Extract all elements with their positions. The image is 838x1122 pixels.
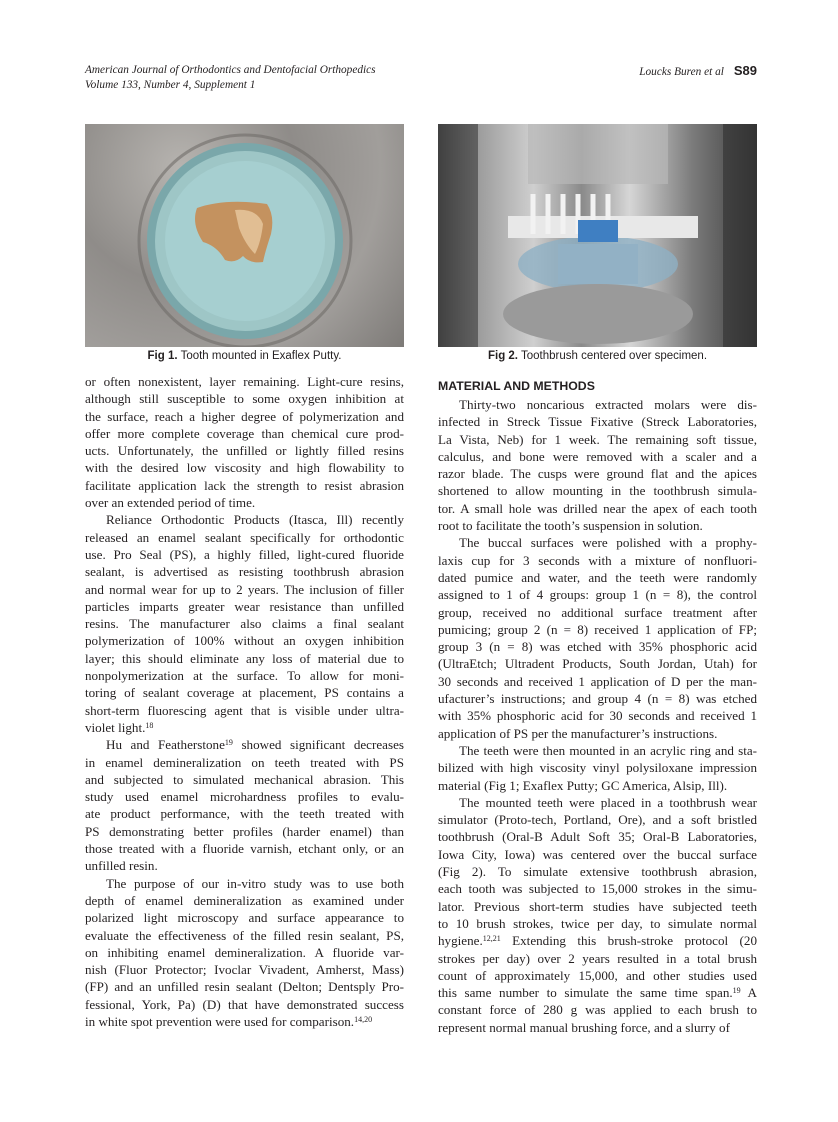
text-segment: laxis cup for 3 seconds with a mixture of nonfluori- bbox=[438, 552, 757, 568]
text-segment: The purpose of our in-vitro study was to use both bbox=[106, 875, 404, 891]
text-line bbox=[438, 413, 757, 430]
paragraph bbox=[85, 736, 404, 874]
text-segment: ufacturer’s instructions; and group 4 (n = 8) was etched bbox=[438, 691, 757, 707]
text-segment: particles imparts greater wear resistance than unfilled bbox=[85, 598, 404, 614]
text-segment: those treated with a fluoride varnish, etchant only, or an bbox=[85, 841, 404, 857]
text-segment: and subjected to simulated mechanical abrasion. This bbox=[85, 771, 404, 787]
text-segment: or often nonexistent, layer remaining. Light-cure resins, bbox=[85, 374, 404, 389]
paragraph bbox=[438, 396, 757, 534]
text-line bbox=[85, 546, 404, 563]
text-line bbox=[438, 552, 757, 569]
citation-superscript: 18 bbox=[145, 720, 154, 730]
text-segment: Thirty-two noncarious extracted molars were dis- bbox=[459, 397, 757, 412]
figure-1-caption-text: Tooth mounted in Exaflex Putty. bbox=[180, 350, 342, 362]
figure-1-label: Fig 1. bbox=[147, 350, 178, 362]
text-line bbox=[85, 494, 404, 511]
text-segment: dated pumice and water, and the teeth were randomly bbox=[438, 569, 757, 585]
paragraph bbox=[438, 742, 757, 794]
text-line bbox=[438, 465, 757, 482]
text-line bbox=[85, 477, 404, 494]
text-line bbox=[85, 442, 404, 459]
text-line bbox=[438, 638, 757, 655]
figure-2-caption-text: Toothbrush centered over specimen. bbox=[521, 350, 708, 362]
text-segment: application of PS per the manufacturer’s instructions. bbox=[438, 725, 718, 741]
paragraph bbox=[85, 511, 404, 736]
text-line bbox=[85, 719, 404, 736]
text-segment: showed significant decreases bbox=[232, 737, 404, 753]
text-segment: with the desired low viscosity and high flowability to bbox=[85, 460, 404, 476]
figure-2-caption bbox=[438, 350, 757, 362]
text-line bbox=[438, 828, 757, 845]
text-segment: the surface, reach a higher degree of polymerization and bbox=[85, 408, 404, 424]
citation-superscript: 12,21 bbox=[482, 934, 501, 944]
text-line bbox=[85, 788, 404, 805]
text-segment: represent normal manual brushing force, and a slurry of bbox=[438, 1019, 730, 1035]
text-line bbox=[85, 650, 404, 667]
text-segment: layer; this should eliminate any loss of material due to bbox=[85, 650, 404, 666]
right-column-body bbox=[438, 396, 757, 1036]
figure-2-label: Fig 2. bbox=[487, 350, 518, 362]
text-segment: (Fig 2). To simulate extensive toothbrush abrasion, bbox=[438, 864, 757, 880]
citation-superscript: 19 bbox=[224, 738, 233, 748]
text-line bbox=[438, 431, 757, 448]
text-segment: evaluate the effectiveness of the filled resin sealant, PS, bbox=[85, 927, 404, 943]
text-line bbox=[438, 898, 757, 915]
text-segment: razor blade. The cusps were ground flat and the apices bbox=[438, 466, 757, 482]
text-line bbox=[85, 425, 404, 442]
running-header-journal bbox=[85, 63, 376, 93]
paragraph bbox=[85, 373, 404, 511]
text-line bbox=[85, 667, 404, 684]
text-line bbox=[438, 586, 757, 603]
text-line bbox=[438, 759, 757, 776]
text-segment: count of approximately 15,000, and other studies used bbox=[438, 967, 757, 983]
text-line bbox=[438, 500, 757, 517]
text-segment: strokes per day) over 2 years resulted in a total brush bbox=[438, 950, 757, 966]
text-line bbox=[438, 396, 757, 413]
text-segment: depth of enamel demineralization as examined under bbox=[85, 892, 404, 908]
text-line bbox=[438, 863, 757, 880]
text-line bbox=[438, 534, 757, 551]
text-line bbox=[438, 846, 757, 863]
text-line bbox=[85, 823, 404, 840]
text-segment: calculus, and bone were removed with a scaler and a bbox=[438, 448, 757, 464]
text-line bbox=[85, 754, 404, 771]
text-segment: in white spot prevention were used for comparison. bbox=[85, 1013, 355, 1029]
text-line bbox=[438, 621, 757, 638]
text-line bbox=[85, 390, 404, 407]
text-segment: tor. A small hole was drilled near the apex of each tooth bbox=[438, 500, 757, 516]
text-segment: ucts. Unfortunately, the unfilled or lightly filled resins bbox=[85, 443, 404, 459]
citation-superscript: 19 bbox=[732, 986, 741, 996]
figure-1-photo-tooth-in-putty bbox=[85, 124, 404, 347]
text-segment: A bbox=[740, 985, 757, 1001]
text-segment: on inhibiting enamel demineralization. A fluoride var- bbox=[85, 944, 404, 960]
text-segment: toring of sealant coverage at placement, PS contains a bbox=[85, 685, 404, 701]
text-segment: although still susceptible to some oxygen inhibition at bbox=[85, 391, 404, 407]
text-line bbox=[438, 604, 757, 621]
text-segment: ate product performance, with the teeth treated with bbox=[85, 806, 404, 822]
text-segment: nonpolymerization at the surface. To allow for moni- bbox=[85, 668, 404, 684]
figure-1-caption bbox=[85, 350, 404, 362]
text-segment: root to facilitate the tooth’s suspension in solution. bbox=[438, 518, 703, 534]
paragraph bbox=[85, 875, 404, 1031]
text-line bbox=[85, 736, 404, 753]
text-segment: constant force of 280 g was applied to each brush to bbox=[438, 1002, 757, 1018]
text-line bbox=[85, 529, 404, 546]
text-line bbox=[85, 927, 404, 944]
text-segment: group 3 (n = 8) was etched with 35% phosphoric acid bbox=[438, 639, 757, 655]
text-line bbox=[85, 459, 404, 476]
text-segment: violet light. bbox=[85, 719, 146, 735]
text-line bbox=[438, 448, 757, 465]
text-line bbox=[85, 373, 404, 390]
text-segment: The buccal surfaces were polished with a prophy- bbox=[459, 535, 757, 551]
figure-2-photo-toothbrush bbox=[438, 124, 757, 347]
text-segment: polarized light microscopy and surface appearance to bbox=[85, 910, 404, 926]
text-segment: The teeth were then mounted in an acrylic ring and sta- bbox=[459, 742, 757, 758]
text-segment: bilized with high viscosity vinyl polysiloxane impression bbox=[438, 760, 757, 776]
text-segment: PS demonstrating better profiles (harder enamel) than bbox=[85, 823, 404, 839]
text-segment: to 10 brush strokes, twice per day, to simulate normal bbox=[438, 915, 757, 931]
text-segment: group, received no additional surface treatment after bbox=[438, 604, 757, 620]
text-segment: toothbrush (Oral-B Adult Soft 35; Oral-B Laboratories, bbox=[438, 829, 757, 845]
text-segment: (UltraEtch; Ultradent Products, South Jordan, Utah) for bbox=[438, 656, 757, 672]
text-line bbox=[85, 944, 404, 961]
text-line bbox=[85, 805, 404, 822]
text-line bbox=[85, 684, 404, 701]
text-line bbox=[85, 408, 404, 425]
text-segment: Hu and Featherstone bbox=[106, 737, 225, 753]
text-line bbox=[438, 950, 757, 967]
text-line bbox=[438, 967, 757, 984]
text-line bbox=[438, 880, 757, 897]
text-line bbox=[85, 511, 404, 528]
text-segment: released an enamel sealant specifically for orthodontic bbox=[85, 529, 404, 545]
text-segment: in enamel demineralization on teeth treated with PS bbox=[85, 754, 404, 770]
text-line bbox=[85, 909, 404, 926]
text-segment: over an extended period of time. bbox=[85, 495, 256, 511]
text-line bbox=[438, 673, 757, 690]
text-line bbox=[438, 932, 757, 949]
journal-volume: Volume 133, Number 4, Supplement 1 bbox=[85, 79, 256, 91]
text-segment: offer more complete coverage than chemical cure prod- bbox=[85, 425, 404, 441]
text-line bbox=[85, 1013, 404, 1030]
text-segment: polymerization of 100% without an oxygen inhibition bbox=[85, 633, 404, 649]
text-segment: hygiene. bbox=[438, 933, 483, 949]
text-line bbox=[85, 857, 404, 874]
text-segment: Reliance Orthodontic Products (Itasca, Ill) recently bbox=[106, 512, 404, 528]
text-segment: infected in Streck Tissue Fixative (Streck Laboratories, bbox=[438, 414, 757, 430]
text-segment: sealant, is advertised as resisting toothbrush abrasion bbox=[85, 564, 404, 580]
text-line bbox=[438, 777, 757, 794]
text-segment: The mounted teeth were placed in a toothbrush wear bbox=[459, 794, 757, 810]
text-segment: Extending this brush-stroke protocol (20 bbox=[500, 933, 757, 949]
text-segment: each tooth was subjected to 15,000 strokes in the simu- bbox=[438, 881, 757, 897]
journal-title: American Journal of Orthodontics and Dentofacial Orthopedics bbox=[85, 64, 376, 76]
text-segment: nish (Fluor Protector; Ivoclar Vivadent, Amherst, Mass) bbox=[85, 962, 404, 978]
section-heading: MATERIAL AND METHODS bbox=[438, 379, 595, 393]
text-segment: pumicing; group 2 (n = 8) received 1 application of FP; bbox=[438, 621, 757, 637]
text-segment: short-term fluorescing agent that is visible under ultra- bbox=[85, 702, 404, 718]
paragraph bbox=[438, 534, 757, 742]
authors: Loucks Buren et al bbox=[639, 66, 724, 78]
text-segment: simulator (Proto-tech, Portland, Ore), and a soft bristled bbox=[438, 812, 757, 828]
text-segment: fessional, York, Pa) (D) that have demonstrated success bbox=[85, 996, 404, 1012]
text-segment: Iowa City, Iowa) was centered over the buccal surface bbox=[438, 846, 757, 862]
text-segment: facilitate application lack the strength to resist abrasion bbox=[85, 477, 404, 493]
text-line bbox=[85, 581, 404, 598]
text-line bbox=[85, 961, 404, 978]
page-number: S89 bbox=[733, 63, 757, 78]
text-segment: assigned to 1 of 4 groups: group 1 (n = 8), the control bbox=[438, 587, 757, 603]
text-line bbox=[438, 707, 757, 724]
text-line bbox=[438, 517, 757, 534]
text-line bbox=[438, 482, 757, 499]
text-segment: resins. The manufacturer also claims a final sealant bbox=[85, 616, 404, 632]
text-line bbox=[438, 915, 757, 932]
text-line bbox=[438, 690, 757, 707]
text-line bbox=[85, 978, 404, 995]
text-segment: unfilled resin. bbox=[85, 858, 158, 874]
text-line bbox=[438, 811, 757, 828]
paragraph bbox=[438, 794, 757, 1036]
text-segment: La Vista, Neb) for 1 week. The remaining soft tissue, bbox=[438, 431, 757, 447]
text-segment: study used enamel microhardness profiles to evalu- bbox=[85, 789, 404, 805]
citation-superscript: 14,20 bbox=[354, 1014, 373, 1024]
text-segment: material (Fig 1; Exaflex Putty; GC America, Alsip, Ill). bbox=[438, 777, 728, 793]
text-line bbox=[85, 702, 404, 719]
text-line bbox=[85, 840, 404, 857]
text-line bbox=[85, 771, 404, 788]
text-line bbox=[85, 996, 404, 1013]
text-line bbox=[85, 892, 404, 909]
text-segment: use. Pro Seal (PS), a highly filled, light-cured fluoride bbox=[85, 546, 404, 562]
text-line bbox=[438, 1019, 757, 1036]
text-segment: with 35% phosphoric acid for 30 seconds and received 1 bbox=[438, 708, 757, 724]
text-line bbox=[85, 615, 404, 632]
text-line bbox=[438, 742, 757, 759]
text-segment: and normal wear for up to 2 years. The inclusion of filler bbox=[85, 581, 404, 597]
text-line bbox=[438, 794, 757, 811]
text-line bbox=[85, 632, 404, 649]
left-column-body bbox=[85, 373, 404, 1030]
text-line bbox=[85, 598, 404, 615]
text-segment: this same number to simulate the same time span. bbox=[438, 985, 733, 1001]
running-header-page bbox=[639, 63, 757, 80]
text-line bbox=[438, 655, 757, 672]
text-line bbox=[438, 569, 757, 586]
text-line bbox=[438, 725, 757, 742]
text-segment: (FP) and an unfilled resin sealant (Delton; Dentsply Pro- bbox=[85, 979, 404, 995]
text-segment: lator. Previous short-term studies have subjected teeth bbox=[438, 898, 757, 914]
text-segment: shortened to allow mounting in the toothbrush simula- bbox=[438, 483, 757, 499]
text-segment: 30 seconds and received 1 application of D per the man- bbox=[438, 673, 757, 689]
text-line bbox=[438, 984, 757, 1001]
text-line bbox=[85, 875, 404, 892]
text-line bbox=[85, 563, 404, 580]
text-line bbox=[438, 1001, 757, 1018]
